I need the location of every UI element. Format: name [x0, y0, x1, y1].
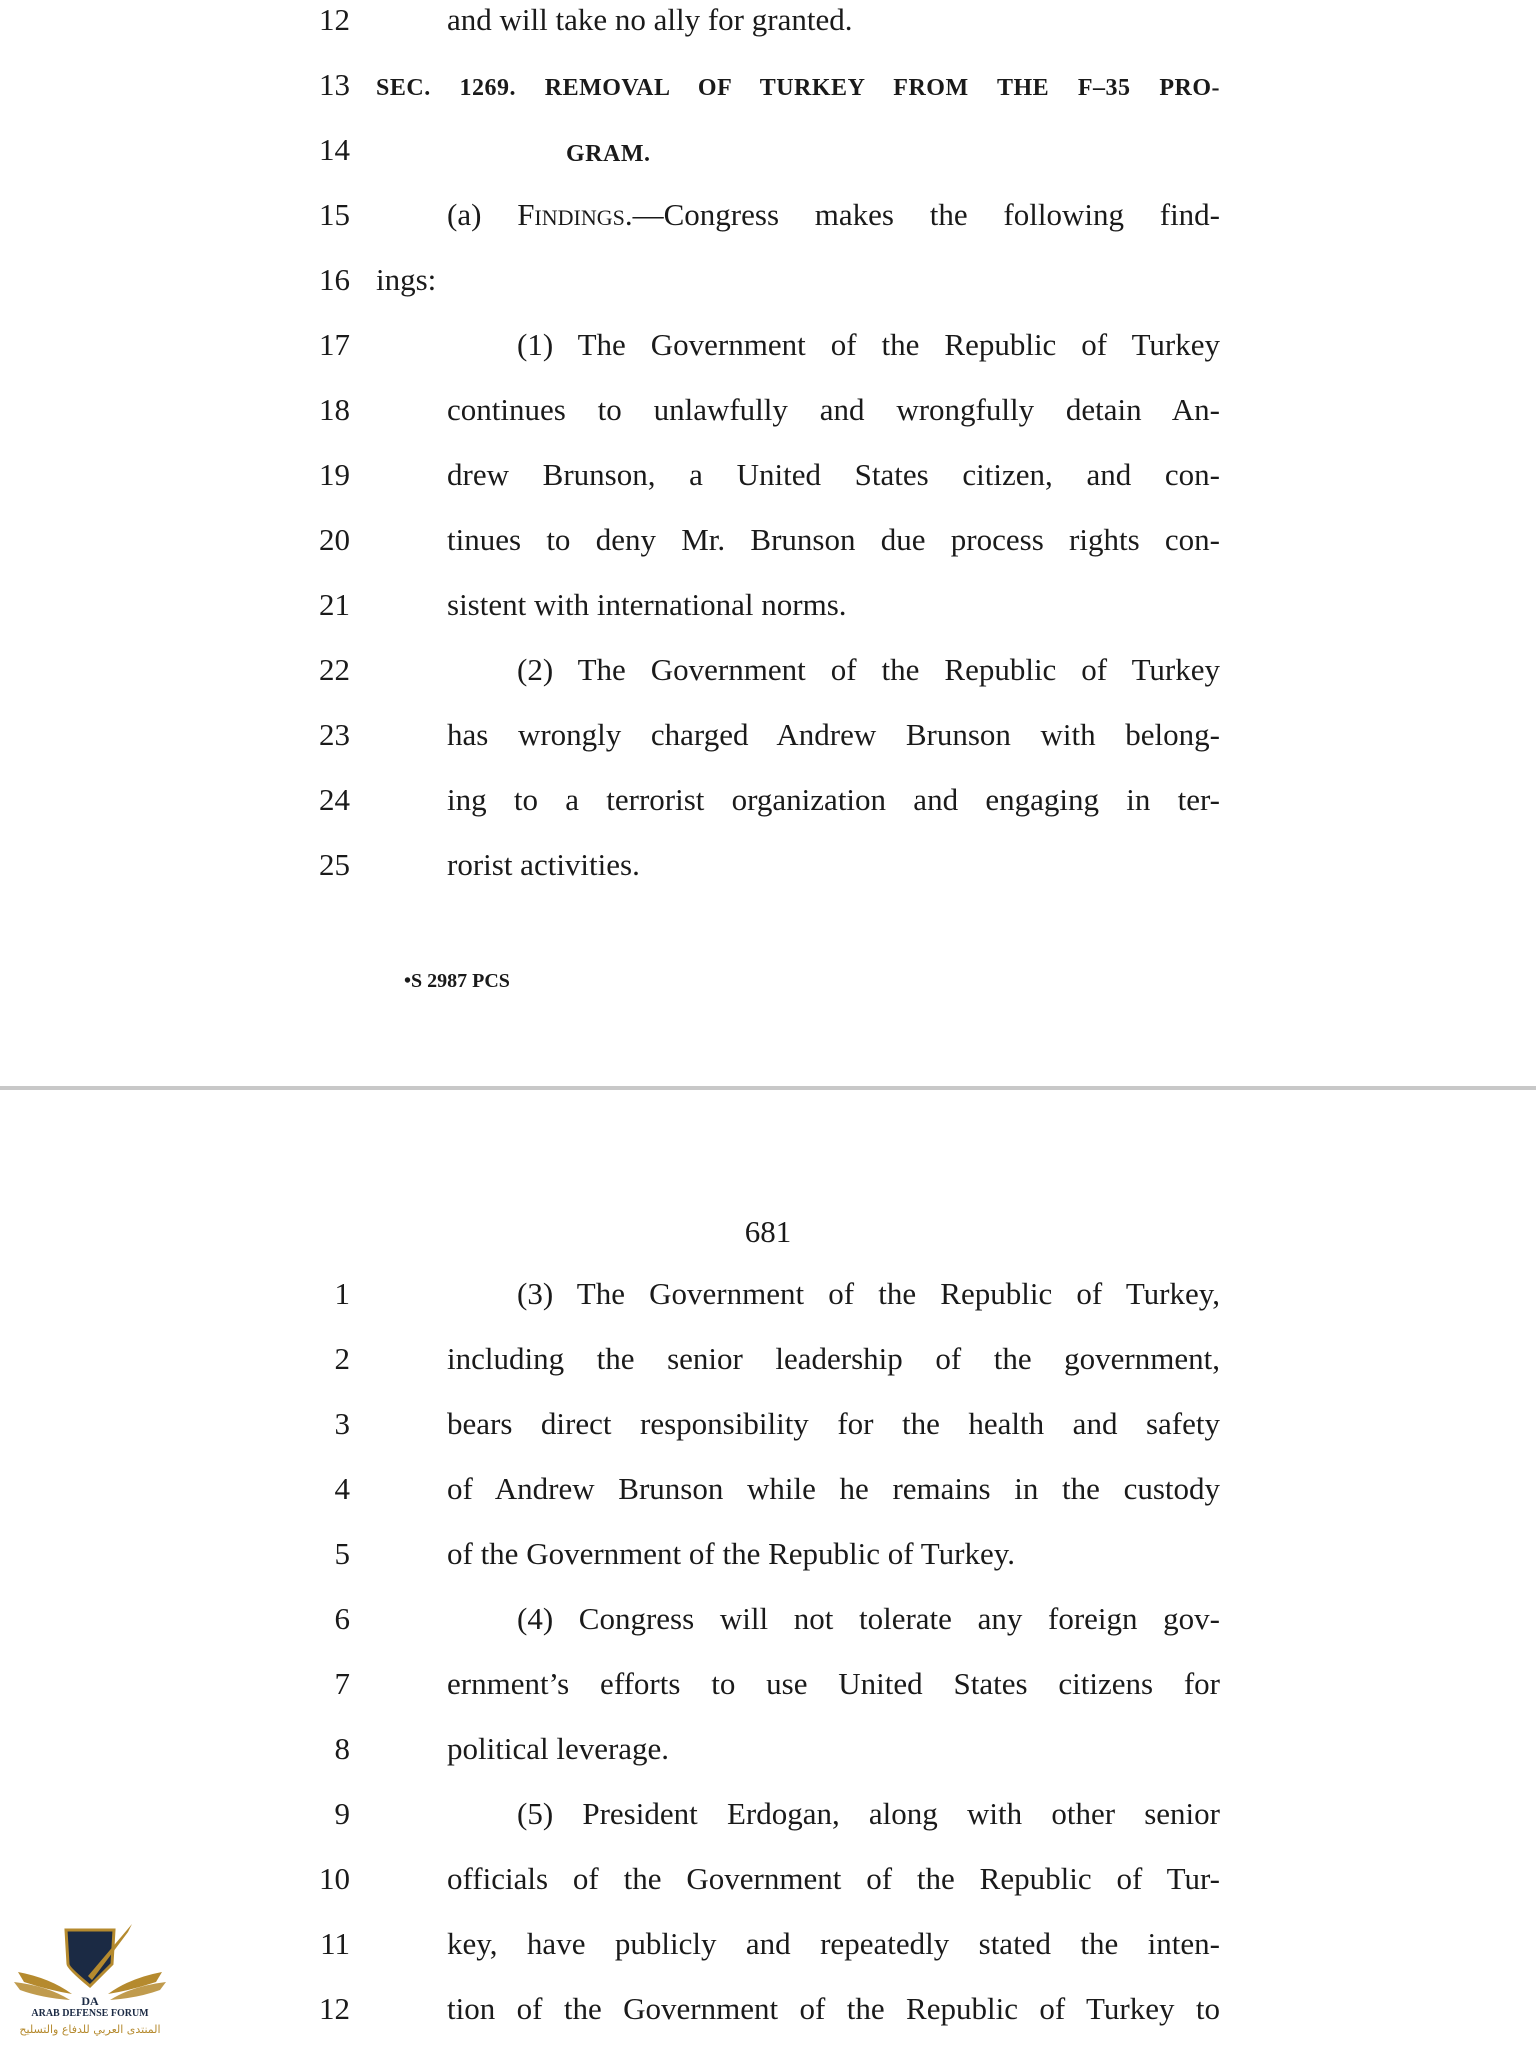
line-number: 21 [319, 587, 350, 622]
line-number: 2 [334, 1341, 350, 1376]
page-divider [0, 1086, 1536, 1090]
line-number: 12 [319, 1991, 350, 2026]
line-text: ing to a terrorist organization and engaging in ter- [447, 782, 1220, 817]
line-text: ernment’s efforts to use United States citizens for [447, 1666, 1220, 1701]
line-number: 5 [334, 1536, 350, 1571]
line-number: 20 [319, 522, 350, 557]
section-heading: SEC. 1269. REMOVAL OF TURKEY FROM THE F–35 PRO- [376, 75, 1220, 101]
watermark-logo-letters: DA [81, 1994, 99, 2008]
line-text: rorist activities. [447, 847, 640, 882]
line-text: drew Brunson, a United States citizen, and con- [447, 457, 1220, 492]
watermark-name-ar: المنتدى العربي للدفاع والتسليح [19, 2023, 161, 2036]
findings-suffix: .—Congress makes the following find- [624, 197, 1221, 232]
line-text: officials of the Government of the Republic of Tur- [447, 1861, 1220, 1896]
line-number: 23 [319, 717, 350, 752]
line-text: (3) The Government of the Republic of Turkey, [517, 1276, 1220, 1311]
line-text: continues to unlawfully and wrongfully detain An- [447, 392, 1220, 427]
line-number: 16 [319, 262, 350, 297]
line-text: ings: [376, 262, 437, 297]
line-text: key, have publicly and repeatedly stated the inten- [447, 1926, 1220, 1961]
line-number: 4 [334, 1471, 350, 1506]
line-number: 25 [319, 847, 350, 882]
findings-heading-line [447, 195, 1220, 235]
line-text: tion of the Government of the Republic of Turkey to [447, 1991, 1220, 2026]
findings-label: Findings [517, 197, 625, 232]
line-number: 18 [319, 392, 350, 427]
line-number: 10 [319, 1861, 350, 1896]
line-text: has wrongly charged Andrew Brunson with belong- [447, 717, 1220, 752]
line-number: 14 [319, 132, 350, 167]
line-number: 15 [319, 197, 350, 232]
line-number: 11 [320, 1926, 350, 1961]
line-text: (5) President Erdogan, along with other senior [517, 1796, 1220, 1831]
line-number: 1 [334, 1276, 350, 1311]
page-number: 681 [744, 1214, 792, 1249]
line-text: (4) Congress will not tolerate any foreign gov- [517, 1601, 1220, 1636]
arab-defense-forum-watermark [10, 1920, 170, 2048]
line-number: 8 [334, 1731, 350, 1766]
line-number: 17 [319, 327, 350, 362]
line-text: (1) The Government of the Republic of Turkey [517, 327, 1220, 362]
line-text: including the senior leadership of the government, [447, 1341, 1220, 1376]
line-text: (2) The Government of the Republic of Turkey [517, 652, 1220, 687]
line-number: 3 [334, 1406, 350, 1441]
line-text: of Andrew Brunson while he remains in the custody [447, 1471, 1220, 1506]
line-number: 19 [319, 457, 350, 492]
line-number: 6 [334, 1601, 350, 1636]
line-number: 12 [319, 2, 350, 37]
findings-prefix: (a) [447, 197, 518, 232]
watermark-name-en: ARAB DEFENSE FORUM [31, 2008, 149, 2019]
line-number: 22 [319, 652, 350, 687]
line-text: and will take no ally for granted. [447, 2, 853, 37]
line-number: 13 [319, 67, 350, 102]
line-text: bears direct responsibility for the health and safety [447, 1406, 1220, 1441]
section-heading-cont: GRAM. [566, 141, 651, 167]
line-text: political leverage. [447, 1731, 670, 1766]
line-number: 7 [334, 1666, 350, 1701]
line-number: 24 [319, 782, 350, 817]
line-text: of the Government of the Republic of Turkey. [447, 1536, 1015, 1571]
line-text: tinues to deny Mr. Brunson due process rights con- [447, 522, 1220, 557]
bill-identifier: •S 2987 PCS [404, 970, 510, 992]
line-number: 9 [334, 1796, 350, 1831]
line-text: sistent with international norms. [447, 587, 847, 622]
